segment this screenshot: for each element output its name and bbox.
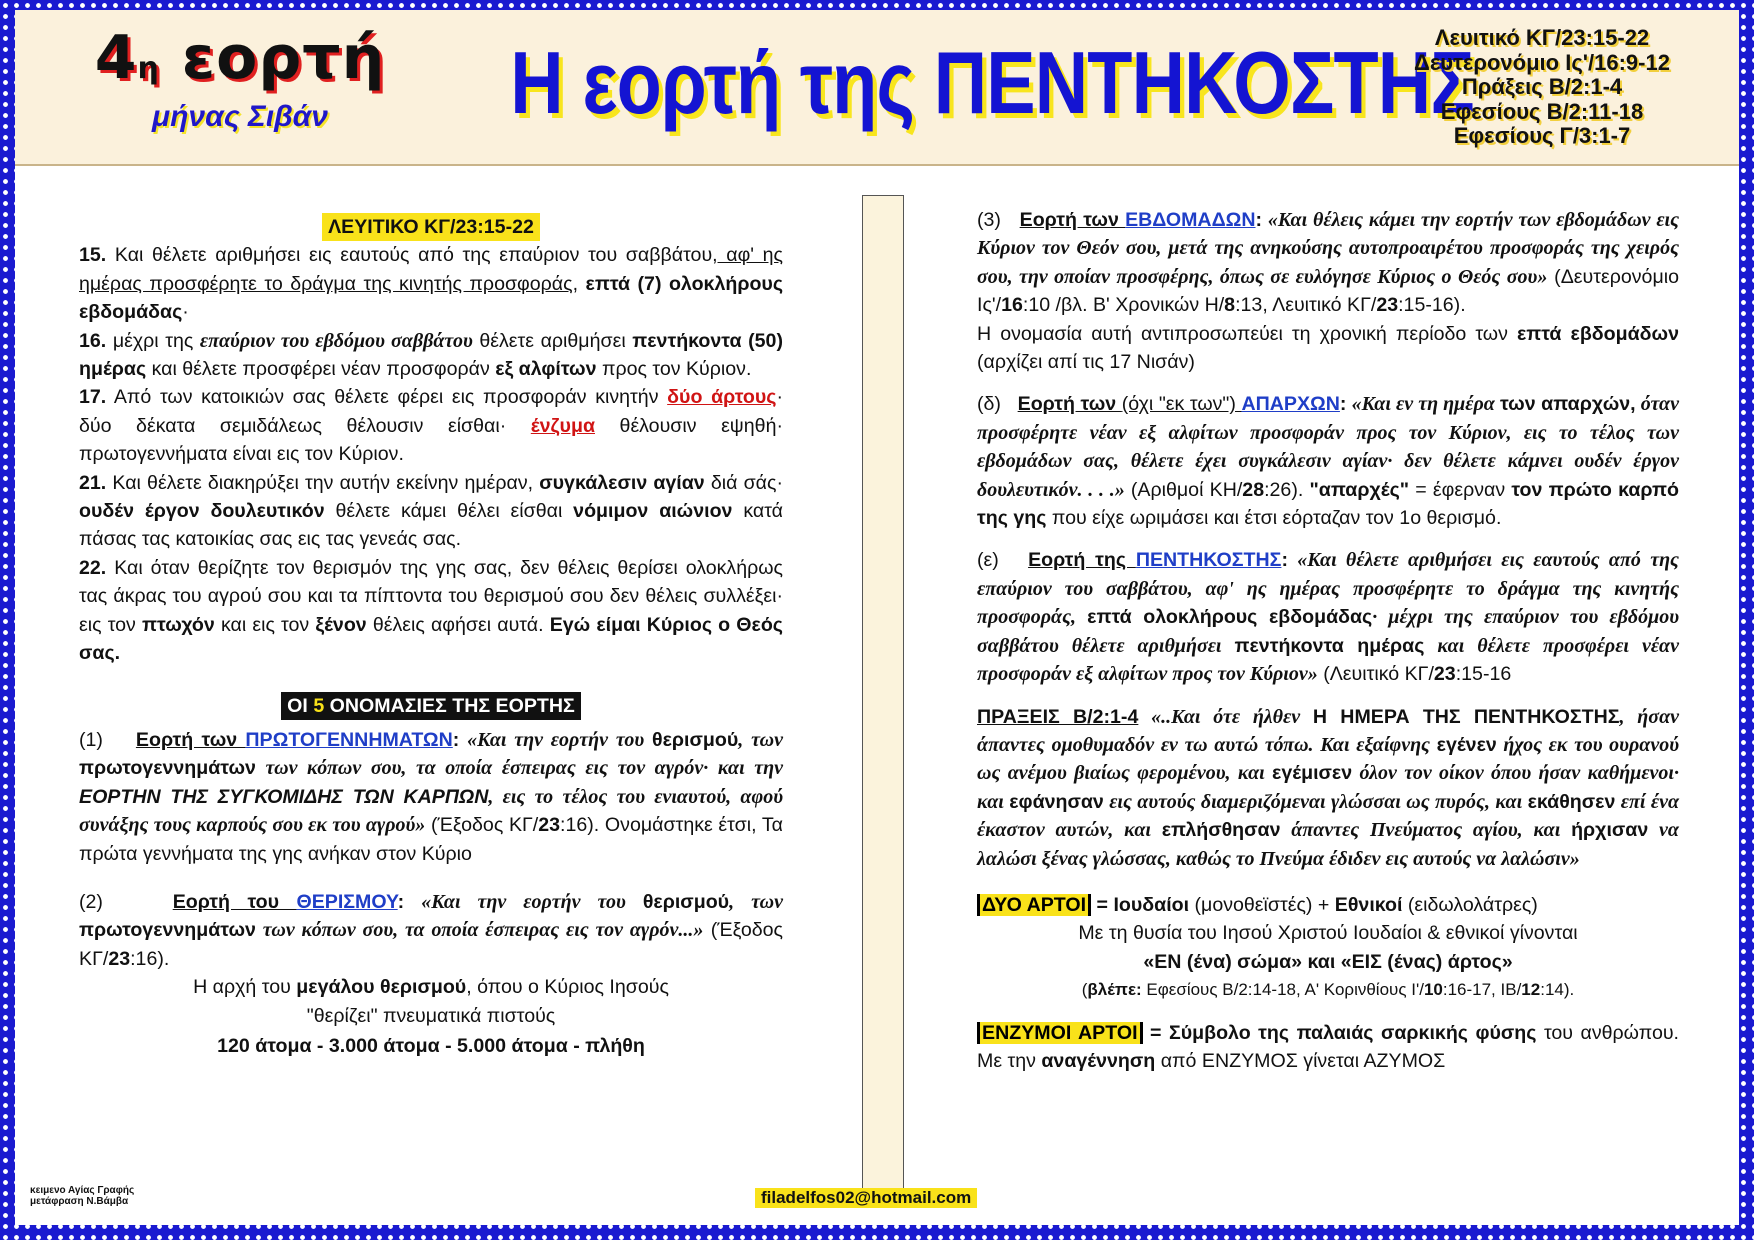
reference: (Έξοδος ΚΓ/ bbox=[79, 919, 783, 970]
verse-text-red: ένζυμα bbox=[530, 414, 595, 437]
name-2 bbox=[79, 888, 783, 973]
verse-number: 21. bbox=[79, 471, 107, 494]
breads-text: (ειδωλολάτρες) bbox=[1402, 893, 1538, 916]
item-label: Εορτή των bbox=[135, 728, 246, 751]
reference: :10 /βλ. Β' Χρονικών Η/ bbox=[1022, 294, 1225, 317]
quote-bold: των απαρχών, bbox=[1499, 393, 1636, 416]
verse-text-bold: Εγώ είμαι Κύριος ο Θεός σας. bbox=[79, 613, 784, 665]
name-4 bbox=[977, 390, 1679, 532]
feast-number-digit: 4 bbox=[94, 23, 138, 93]
quote-italic: και θέλετε προσφέρει νέαν προσφοράν εξ αλφίτων προς τον Κύριον» bbox=[977, 634, 1679, 686]
feast-badge bbox=[55, 23, 425, 134]
harvest-counts: 120 άτομα - 3.000 άτομα - 5.000 άτομα - πλήθη bbox=[217, 1034, 645, 1057]
harvest-line-2: "θερίζει" πνευματικά πιστούς bbox=[306, 1004, 556, 1027]
quote-italic: «Και εν τη ημέρα bbox=[1346, 393, 1500, 416]
verse-text-bold: ξένον bbox=[315, 613, 367, 636]
quote-italic: των κόπων σου, τα οποία έσπειρας εις τον αγρόν· και την bbox=[255, 757, 783, 780]
verse-text-bold: πτωχόν bbox=[142, 613, 215, 636]
reference: :26). bbox=[1264, 478, 1310, 501]
item-label: Εορτή του bbox=[172, 890, 297, 913]
heading-number: 5 bbox=[313, 694, 325, 717]
item-name: ΘΕΡΙΣΜΟΥ bbox=[296, 890, 398, 913]
reference-bold: 23 bbox=[1433, 663, 1456, 686]
yeast-text-bold: παλαιάς σαρκικής φύσης bbox=[1296, 1021, 1537, 1044]
names-heading bbox=[281, 692, 581, 720]
quote-bold: εκάθησεν bbox=[1527, 790, 1616, 813]
heading-part: ΟΙ bbox=[287, 694, 314, 717]
quote-bold: επτά ολοκλήρους εβδομάδας bbox=[1087, 606, 1373, 629]
verse-text: και εις τον bbox=[214, 613, 316, 636]
verse-number: 17. bbox=[79, 386, 107, 409]
item-number: (ε) bbox=[977, 549, 999, 572]
item-number: (2) bbox=[79, 890, 103, 913]
verse-text-red: δύο άρτους bbox=[667, 386, 777, 409]
quote-italic: όταν προσφέρητε νέαν εξ αλφίτων προσφοράν προς τον Κύριον, εις το τέλος των εβδομάδων σας, θέλετε έχει συγκάλεσιν αγίαν· δεν θέλετε κάμνει ουδέν έργον δουλευτικόν. . . .» bbox=[977, 393, 1679, 501]
ref-text-bold: 12 bbox=[1521, 980, 1541, 1000]
two-breads-line-1 bbox=[977, 891, 1679, 919]
verse-text-italic: επαύριον του εβδόμου σαββάτου bbox=[199, 329, 473, 352]
ref-item: Δευτερονόμιο Ις'/16:9-12 bbox=[1414, 49, 1670, 75]
item-colon: : bbox=[1339, 393, 1347, 416]
item-name: ΠΡΩΤΟΓΕΝΝΗΜΑΤΩΝ bbox=[245, 728, 453, 751]
reference-bold: 28 bbox=[1242, 478, 1265, 501]
quote-bold: Η ΗΜΕΡΑ ΤΗΣ ΠΕΝΤΗΚΟΣΤΗΣ bbox=[1312, 705, 1620, 728]
two-breads-label: ΔΥΟ ΑΡΤΟΙ bbox=[982, 893, 1087, 916]
verse-text-bold: ουδέν έργον δουλευτικόν bbox=[79, 500, 325, 523]
reference: (Δευτερονόμιο Ις'/ bbox=[977, 265, 1679, 317]
quote-bold: ήρχισαν bbox=[1571, 819, 1649, 842]
reference: :13, Λευιτικό ΚΓ/ bbox=[1235, 294, 1377, 317]
verse-text: · δύο δέκατα σεμιδάλεως θέλουσιν είσθαι· bbox=[79, 386, 783, 437]
ref-text: Εφεσίους Β/2:14-18, Α' Κορινθίους Ι'/ bbox=[1141, 980, 1424, 1000]
verse-text: Και όταν θερίζητε τον θερισμόν της γης σας, δεν θέλεις θερίσει ολοκλήρως τας άκρας του αγρού σου και τα πίπτοντα του θερισμού σου δεν θέλεις συλλέξει· εις τον bbox=[79, 556, 783, 636]
description: που είχε ωριμάσει και έτσι εόρταζαν τον 1ο θερισμό. bbox=[1046, 507, 1502, 530]
contact-email[interactable]: filadelfos02@hotmail.com bbox=[755, 1188, 977, 1208]
description-bold: επτά εβδομάδων bbox=[1516, 322, 1679, 345]
verse-21 bbox=[79, 469, 783, 554]
breads-text-bold: Εθνικοί bbox=[1334, 893, 1403, 916]
quote-bold: θερισμού bbox=[652, 728, 739, 751]
quote-bold: εγέμισεν bbox=[1272, 762, 1353, 785]
item-label: Εορτή των bbox=[1017, 393, 1122, 416]
quote-bold: θερισμού bbox=[642, 890, 730, 913]
verse-text: Και θέλετε διακηρύξει την αυτήν εκείνην ημέραν, bbox=[106, 471, 540, 494]
verse-text: Και θέλετε αριθμήσει εις εαυτούς από της επαύριον του σαββάτου bbox=[106, 244, 713, 267]
ref-item: Εφεσίους Γ/3:1-7 bbox=[1453, 123, 1631, 148]
term-bold: "απαρχές" bbox=[1309, 478, 1410, 501]
verse-text: και θέλετε προσφέρει νέαν προσφοράν bbox=[146, 358, 496, 381]
names-heading-row bbox=[79, 692, 783, 720]
item-name: ΑΠΑΡΧΩΝ bbox=[1241, 393, 1340, 416]
verse-text-bold: πεντήκοντα (50) ημέρας bbox=[79, 329, 783, 381]
feast-number-suffix: η bbox=[137, 51, 160, 86]
harvest-text: Η αρχή του bbox=[193, 976, 297, 999]
breads-text: (μονοθεϊστές) + bbox=[1189, 893, 1335, 916]
heading-part: 23:15-22 bbox=[455, 216, 534, 238]
ref-item: Εφεσίους Β/2:11-18 bbox=[1440, 98, 1644, 124]
feast-word: εορτή bbox=[181, 23, 386, 93]
quote-italic: «Και θέλετε αριθμήσει εις εαυτούς από της επαύριον του σαββάτου, αφ' ης ημέρας προσφέρητε το δράγμα της κινητής προσφοράς, bbox=[977, 549, 1679, 629]
quote-italic: εις αυτούς διαμεριζόμεναι γλώσσαι ως πυρός, και bbox=[1103, 790, 1528, 813]
quote-italic: ήχος εκ του ουρανού ως ανέμου βιαίως φερομένου, και bbox=[977, 733, 1679, 785]
credit-line: κειμενο Αγίας Γραφής bbox=[30, 1185, 135, 1196]
verse-text-underlined: , αφ' ης ημέρας προσφέρητε το δράγμα της κινητής προσφοράς bbox=[79, 244, 783, 295]
reference-bold: 8 bbox=[1224, 294, 1236, 317]
yeast-text: του ανθρώπου. Με την bbox=[977, 1021, 1679, 1072]
leviticus-heading-row bbox=[79, 213, 783, 241]
item-label: Εορτή της bbox=[1028, 549, 1136, 572]
reference-bold: 23 bbox=[108, 947, 131, 970]
item-colon: : bbox=[397, 890, 405, 913]
quote-bold: πεντήκοντα ημέρας bbox=[1234, 634, 1425, 657]
reference: (Λευιτικό ΚΓ/ bbox=[1317, 663, 1434, 686]
quote-italic: , εις το τέλος του ενιαυτού, αφού συνάξης τους καρπούς σου εκ του αγρού» bbox=[79, 785, 783, 837]
quote-bold: εφάνησαν bbox=[1009, 790, 1104, 813]
page-title: Η εορτή της ΠΕΝΤΗΚΟΣΤΗΣ bbox=[510, 33, 1474, 132]
yeast-breads-label: ΕΝΖΥΜΟΙ ΑΡΤΟΙ bbox=[982, 1021, 1138, 1044]
verse-17 bbox=[79, 383, 783, 468]
verse-number: 15. bbox=[79, 244, 107, 267]
verse-text: μέχρι της bbox=[106, 329, 200, 352]
item-label-note: (όχι "εκ των") bbox=[1121, 393, 1242, 416]
name-1 bbox=[79, 726, 783, 868]
quote-bold: επλήσθησαν bbox=[1161, 819, 1281, 842]
verse-text: θέλουσιν εψηθή· πρωτογεννήματα είναι εις τον Κύριον. bbox=[79, 414, 783, 466]
quote-italic: «Και την εορτήν του bbox=[459, 728, 653, 751]
quote-italic: «Και την εορτήν του bbox=[404, 890, 643, 913]
reference-bold: 23 bbox=[538, 814, 561, 837]
quote-italic: «..Και ότε ήλθεν bbox=[1138, 705, 1313, 728]
verse-text: θέλεις αφήσει αυτά. bbox=[366, 613, 550, 636]
verse-text-bold: συγκάλεσιν αγίαν bbox=[539, 471, 705, 494]
item-label: Εορτή των bbox=[1019, 209, 1126, 231]
ref-item: Πράξεις Β/2:1-4 bbox=[1461, 74, 1623, 99]
scripture-references bbox=[1377, 26, 1707, 149]
yeast-text: από ΕΝΖΥΜΟΣ γίνεται ΑΖΥΜΟΣ bbox=[1155, 1049, 1446, 1072]
heading-part: ΛΕΥΙΤΙΚΟ ΚΓ/ bbox=[328, 216, 456, 238]
quote-italic: , των bbox=[738, 728, 783, 751]
item-number: (δ) bbox=[977, 393, 1001, 416]
verse-text: θέλετε αριθμήσει bbox=[472, 329, 633, 352]
breads-text-bold: Ιουδαίοι bbox=[1113, 893, 1190, 916]
acts-passage bbox=[977, 703, 1679, 873]
verse-15 bbox=[79, 241, 783, 326]
yeast-text: = Σύμβολο της bbox=[1142, 1021, 1297, 1044]
credit-line: μετάφραση Ν.Βάμβα bbox=[30, 1196, 129, 1207]
ref-item: Λευιτικό ΚΓ/23:15-22 bbox=[1434, 25, 1650, 50]
harvest-text-bold: μεγάλου θερισμού bbox=[296, 976, 467, 999]
ref-text-bold: βλέπε: bbox=[1087, 980, 1142, 1000]
leviticus-heading bbox=[322, 213, 540, 241]
heading-part: ΟΝΟΜΑΣΙΕΣ ΤΗΣ ΕΟΡΤΗΣ bbox=[324, 694, 575, 717]
feast-number bbox=[55, 23, 425, 93]
description: (αρχίζει απί τις 17 Νισάν) bbox=[977, 351, 1195, 374]
quote-italic: των κόπων σου, τα οποία έσπειρας εις τον αγρόν...» bbox=[255, 919, 704, 942]
verse-text: Από των κατοικιών σας θέλετε φέρει εις προσφοράν κινητήν bbox=[106, 386, 668, 409]
two-breads bbox=[977, 891, 1679, 1005]
left-column bbox=[79, 185, 783, 1060]
reference: :16). Ονομάστηκε έτσι, Τα πρώτα γεννήματα της γης ανήκαν στον Κύριο bbox=[79, 814, 783, 865]
quote-italic: όλον τον οίκον όπου ήσαν καθήμενοι· και bbox=[977, 762, 1679, 813]
verse-text: διά σάς· bbox=[704, 471, 783, 494]
quote-italic: , ήσαν άπαντες ομοθυμαδόν εν τω αυτώ τόπω. Και εξαίφνης bbox=[977, 705, 1680, 756]
verse-number: 22. bbox=[79, 556, 107, 579]
two-breads-line-4 bbox=[977, 976, 1679, 1004]
verse-text: κατά πάσας τας κατοικίας σας εις τας γενεάς σας. bbox=[79, 500, 783, 551]
yeast-breads-heading bbox=[977, 1022, 1143, 1044]
quote-italic: «Και θέλεις κάμει την εορτήν των εβδομάδων εις Κύριον τον Θεόν σου, μετά της ανηκούσης αυτοπροαιρέτου προσφοράς της χειρός σου, την οποίαν προσφέρης, όπως σε ευλόγησε Κύριος ο Θεός σου» bbox=[977, 209, 1679, 288]
acts-heading: ΠΡΑΞΕΙΣ Β/2:1-4 bbox=[977, 705, 1139, 728]
two-breads-line-2: Με τη θυσία του Ιησού Χριστού Ιουδαίοι & εθνικοί γίνονται bbox=[1078, 922, 1578, 945]
translation-credit bbox=[30, 1185, 134, 1207]
column-separator bbox=[862, 195, 904, 1205]
ref-text: ( bbox=[1081, 980, 1088, 1000]
harvest-text: , όπου ο Κύριος Ιησούς bbox=[466, 976, 669, 999]
quote-italic: επί ένα έκαστον αυτών, και bbox=[977, 790, 1680, 842]
quote-italic: άπαντες Πνεύματος αγίου, και bbox=[1280, 819, 1572, 842]
yeast-breads bbox=[977, 1019, 1679, 1076]
verse-text-bold: νόμιμον αιώνιον bbox=[573, 500, 733, 523]
page bbox=[15, 10, 1739, 1225]
description-bold: τον πρώτο καρπό της γης bbox=[977, 478, 1679, 530]
quote-italic: · μέχρι της επαύριον του εβδόμου σαββάτου θέλετε αριθμήσει bbox=[977, 606, 1680, 657]
quote-italic: , των bbox=[729, 890, 783, 913]
verse-text-bold: επτά (7) ολοκλήρους εβδομάδας bbox=[79, 272, 784, 324]
verse-text: θέλετε κάμει θέλει είσθαι bbox=[324, 500, 574, 523]
description: Η ονομασία αυτή αντιπροσωπεύει τη χρονική περίοδο των bbox=[977, 322, 1517, 345]
verse-16 bbox=[79, 327, 783, 384]
verse-text: · bbox=[182, 301, 189, 324]
reference-bold: 23 bbox=[1376, 294, 1399, 317]
item-colon: : bbox=[1281, 549, 1288, 572]
ref-text: :16-17, ΙΒ/ bbox=[1442, 980, 1522, 1000]
item-number: (3) bbox=[977, 209, 1001, 231]
right-column bbox=[977, 206, 1679, 1075]
reference: :15-16). bbox=[1398, 294, 1466, 317]
item-name: ΕΒΔΟΜΑΔΩΝ bbox=[1125, 209, 1256, 231]
month-label: μήνας Σιβάν bbox=[152, 100, 328, 133]
reference: (Έξοδος ΚΓ/ bbox=[425, 814, 539, 837]
verse-text: , bbox=[572, 272, 586, 295]
verse-number: 16. bbox=[79, 329, 107, 352]
two-breads-line-3: «ΕΝ (ένα) σώμα» και «ΕΙΣ (ένας) άρτος» bbox=[1143, 950, 1513, 973]
quote-bold-italic: ΕΟΡΤΗΝ ΤΗΣ ΣΥΓΚΟΜΙΔΗΣ ΤΩΝ ΚΑΡΠΩΝ bbox=[79, 785, 489, 808]
reference: (Αριθμοί ΚΗ/ bbox=[1124, 478, 1243, 501]
item-name: ΠΕΝΤΗΚΟΣΤΗΣ bbox=[1135, 549, 1282, 572]
description: = έφερναν bbox=[1409, 478, 1512, 501]
quote-bold: πρωτογεννημάτων bbox=[79, 919, 256, 942]
breads-text: = bbox=[1091, 893, 1114, 916]
item-colon: : bbox=[1255, 209, 1263, 231]
ref-text-bold: 10 bbox=[1423, 980, 1443, 1000]
reference-bold: 16 bbox=[1001, 294, 1023, 317]
verse-22 bbox=[79, 554, 783, 668]
yeast-text-bold: αναγέννηση bbox=[1041, 1049, 1156, 1072]
ref-text: :14). bbox=[1540, 980, 1575, 1000]
item-number: (1) bbox=[79, 728, 103, 751]
reference: :15-16 bbox=[1455, 663, 1512, 686]
quote-bold: πρωτογεννημάτων bbox=[79, 757, 256, 780]
verse-text: προς τον Κύριον. bbox=[596, 358, 752, 381]
name-5 bbox=[977, 546, 1679, 688]
quote-bold: εγένεν bbox=[1436, 733, 1497, 756]
reference: :16). bbox=[130, 947, 170, 970]
header bbox=[15, 10, 1739, 166]
quote-italic: να λαλώσι ξένας γλώσσας, καθώς το Πνεύμα έδιδεν εις αυτούς να λαλώσιν» bbox=[977, 819, 1679, 870]
harvest-line-1 bbox=[79, 973, 783, 1001]
name-3 bbox=[977, 206, 1679, 376]
verse-text-bold: εξ αλφίτων bbox=[495, 358, 597, 381]
two-breads-heading bbox=[977, 894, 1091, 916]
item-colon: : bbox=[452, 728, 460, 751]
